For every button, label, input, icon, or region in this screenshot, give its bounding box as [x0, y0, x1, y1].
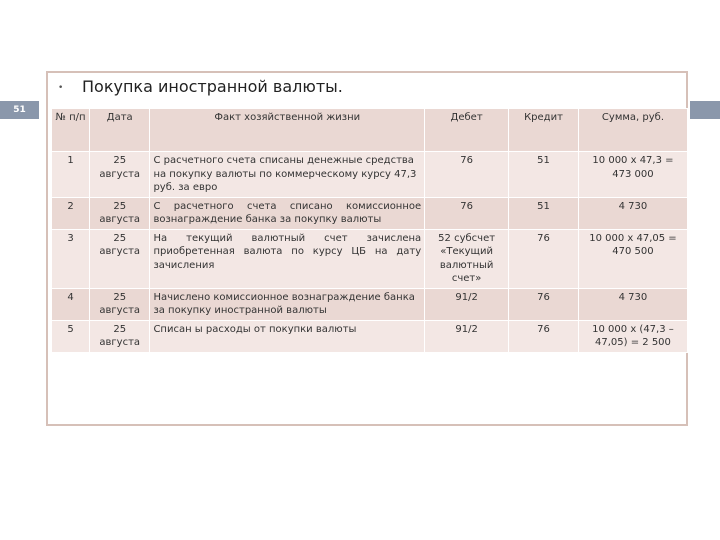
cell-number: 2 [52, 197, 90, 229]
cell-fact: На текущий валютный счет зачислена приобретенная валюта по курсу ЦБ на дату зачисления [150, 229, 425, 288]
cell-credit: 76 [509, 288, 579, 320]
cell-debit: 76 [425, 197, 509, 229]
cell-date: 25 августа [90, 197, 150, 229]
cell-credit: 76 [509, 229, 579, 288]
cell-date: 25 августа [90, 288, 150, 320]
cell-debit: 76 [425, 152, 509, 198]
cell-amount: 4 730 [578, 197, 687, 229]
table-row [52, 229, 688, 288]
header-debit: Дебет [425, 109, 509, 152]
slide-title: Покупка иностранной валюты. [82, 77, 343, 96]
cell-debit: 52 субсчет «Текущий валютный счет» [425, 229, 509, 288]
table-header-row [52, 109, 688, 152]
cell-amount: 10 000 х 47,3 = 473 000 [578, 152, 687, 198]
bullet-marker: • [58, 83, 64, 93]
table-row [52, 197, 688, 229]
table-row [52, 288, 688, 320]
cell-date: 25 августа [90, 229, 150, 288]
transactions-table [51, 108, 688, 353]
header-number: № п/п [52, 109, 90, 152]
table-row [52, 320, 688, 352]
cell-number: 1 [52, 152, 90, 198]
cell-credit: 51 [509, 152, 579, 198]
cell-fact: Начислено комиссионное вознаграждение банка за покупку иностранной валюты [150, 288, 425, 320]
cell-credit: 76 [509, 320, 579, 352]
cell-amount: 4 730 [578, 288, 687, 320]
slide-number: 51 [13, 105, 26, 115]
cell-date: 25 августа [90, 152, 150, 198]
header-credit: Кредит [509, 109, 579, 152]
header-band-right [690, 101, 720, 119]
cell-credit: 51 [509, 197, 579, 229]
header-date: Дата [90, 109, 150, 152]
cell-debit: 91/2 [425, 320, 509, 352]
cell-number: 5 [52, 320, 90, 352]
cell-fact: Списан ы расходы от покупки валюты [150, 320, 425, 352]
cell-fact: С расчетного счета списаны денежные средства на покупку валюты по коммерческому курсу 47,3 руб. за евро [150, 152, 425, 198]
cell-debit: 91/2 [425, 288, 509, 320]
table-row [52, 152, 688, 198]
header-amount: Сумма, руб. [578, 109, 687, 152]
cell-amount: 10 000 х (47,3 – 47,05) = 2 500 [578, 320, 687, 352]
header-fact: Факт хозяйственной жизни [150, 109, 425, 152]
cell-fact: С расчетного счета списано комиссионное вознаграждение банка за покупку валюты [150, 197, 425, 229]
cell-number: 4 [52, 288, 90, 320]
cell-amount: 10 000 х 47,05 = 470 500 [578, 229, 687, 288]
cell-number: 3 [52, 229, 90, 288]
cell-date: 25 августа [90, 320, 150, 352]
